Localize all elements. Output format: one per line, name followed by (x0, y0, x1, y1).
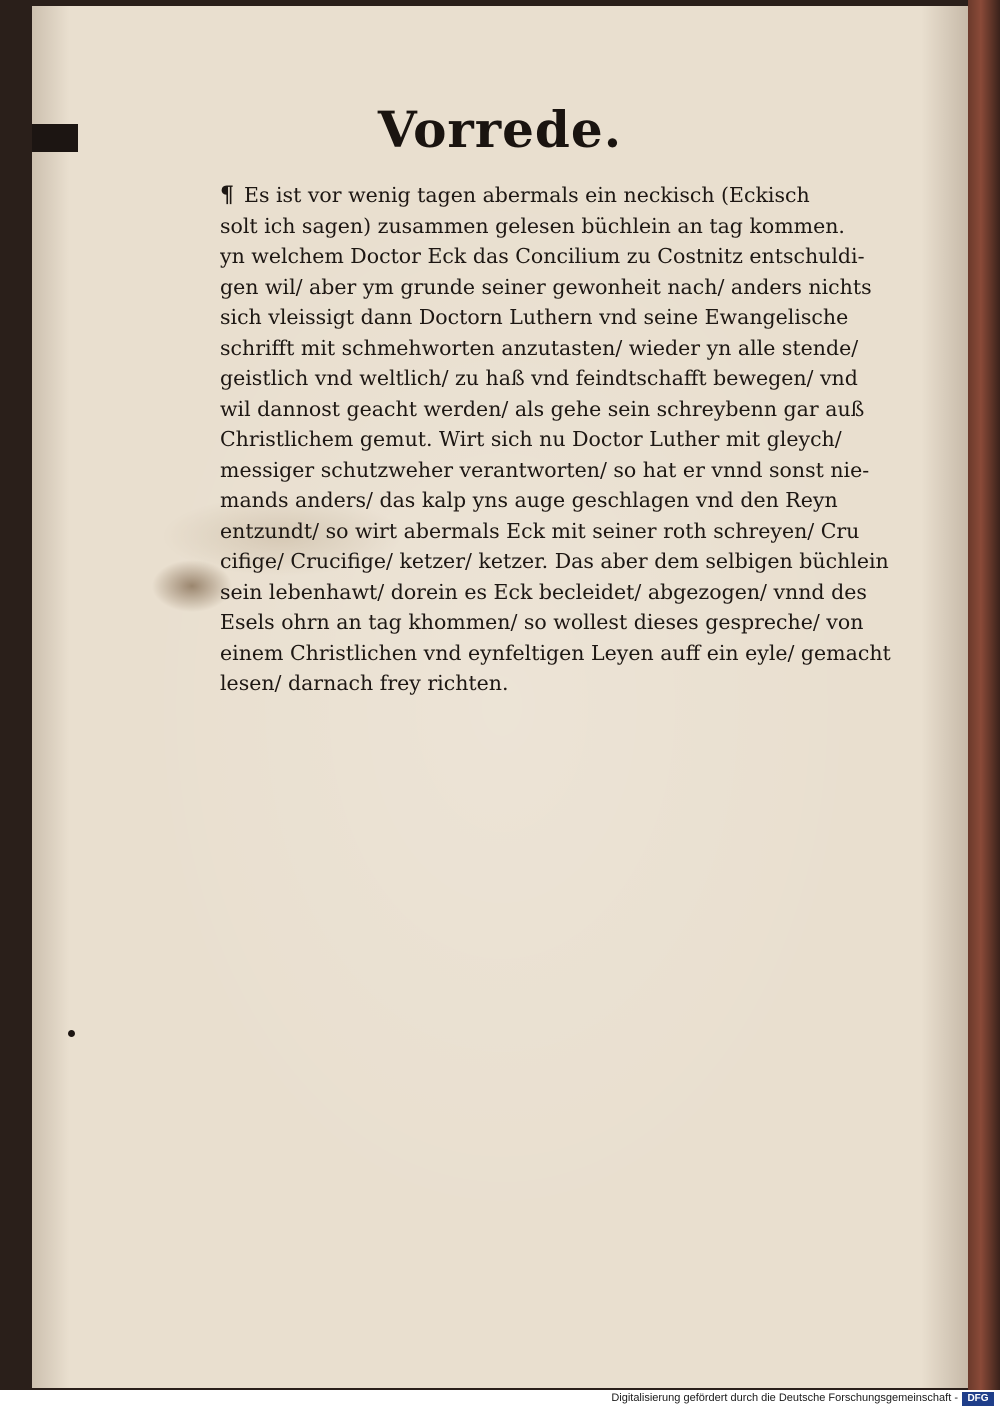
ink-dot (68, 1030, 75, 1037)
funding-credit: Digitalisierung gefördert durch die Deutsche Forschungsgemeinschaft - (611, 1392, 958, 1404)
page-heading: Vorrede. (377, 100, 623, 159)
text-line-content: Es ist vor wenig tagen abermals ein neckisch (Eckisch (244, 183, 810, 207)
text-line: Christlichem gemut. Wirt sich nu Doctor Luther mit gleych/ (220, 427, 842, 451)
pilcrow-icon: ¶ (220, 182, 234, 208)
text-line: wil dannost geacht werden/ als gehe sein schreybenn gar auß (220, 396, 865, 421)
text-line: schrifft mit schmehworten anzutasten/ wieder yn alle stende/ (220, 335, 859, 360)
text-line: gen wil/ aber ym grunde seiner gewonheit nach/ anders nichts (220, 274, 872, 299)
text-line (220, 180, 910, 211)
text-line: lesen/ darnach frey richten. (220, 671, 509, 695)
text-line: messiger schutzweher verantworten/ so hat er vnnd sonst nie- (220, 457, 870, 482)
text-line: sich vleissigt dann Doctorn Luthern vnd seine Ewangelische (220, 305, 849, 329)
book-edge (968, 0, 1000, 1390)
text-line: solt ich sagen) zusammen gelesen büchlein an tag kommen. (220, 213, 845, 238)
text-line: geistlich vnd weltlich/ zu haß vnd feindtschafft bewegen/ vnd (220, 366, 858, 390)
text-line: yn welchem Doctor Eck das Concilium zu Costnitz entschuldi- (220, 244, 865, 268)
text-line: mands anders/ das kalp yns auge geschlagen vnd den Reyn (220, 488, 838, 512)
text-line: cifige/ Crucifige/ ketzer/ ketzer. Das aber dem selbigen büchlein (220, 549, 889, 573)
dfg-logo-icon[interactable]: DFG (962, 1392, 994, 1406)
footer-bar (0, 1390, 1000, 1409)
text-line: entzundt/ so wirt abermals Eck mit seiner roth schreyen/ Cru (220, 518, 860, 543)
text-line: einem Christlichen vnd eynfeltigen Leyen auff ein eyle/ gemacht (220, 640, 891, 665)
text-line: Esels ohrn an tag khommen/ so wollest dieses gespreche/ von (220, 610, 864, 634)
text-line: sein lebenhawt/ dorein es Eck becleidet/ abgezogen/ vnnd des (220, 579, 867, 604)
body-text (220, 180, 910, 699)
